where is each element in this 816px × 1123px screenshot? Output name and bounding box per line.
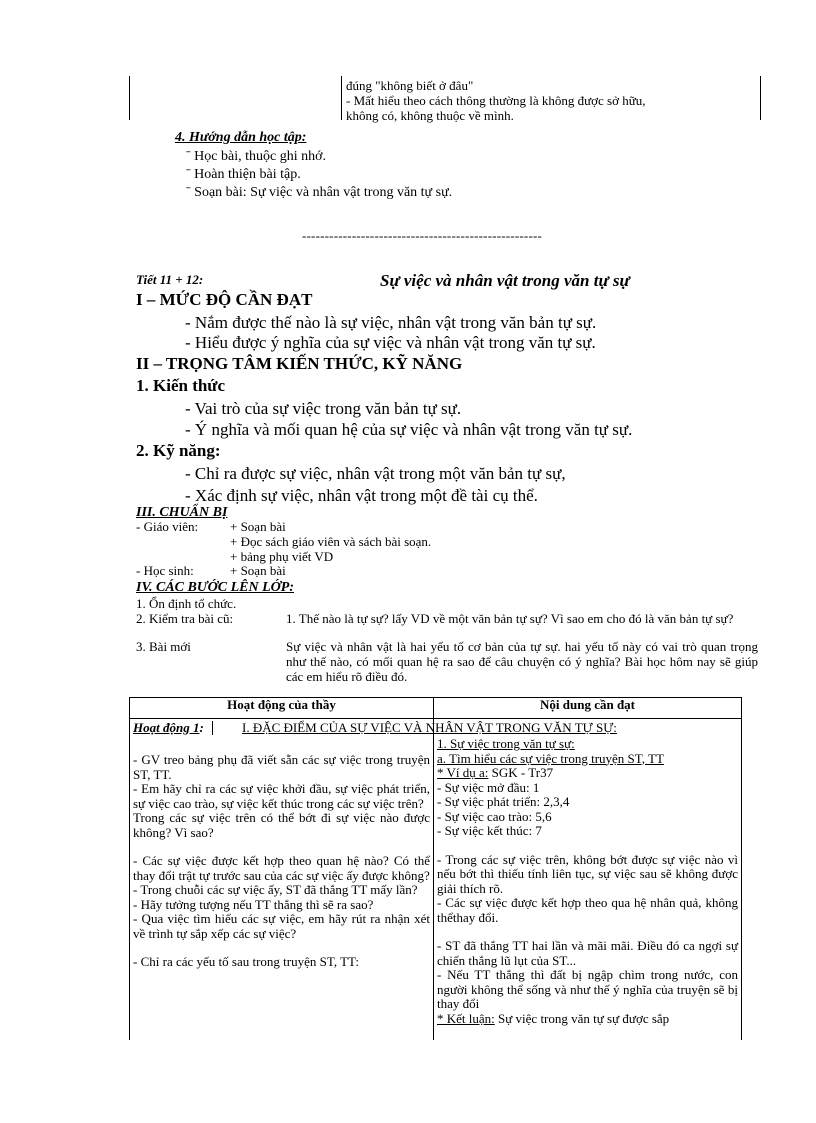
activity-row: Hoạt động 1: I. ĐẶC ĐIỂM CỦA SỰ VIỆC VÀ NHÂN VẬT TRONG VĂN TỰ SỰ:	[133, 720, 617, 735]
section1-heading: I – MỨC ĐỘ CẦN ĐẠT	[136, 290, 313, 309]
skills-list	[185, 463, 566, 507]
skills-item: - Chỉ ra được sự việc, nhân vật trong một văn bản tự sự,	[185, 464, 566, 483]
knowledge-title: 1. Kiến thức	[136, 376, 226, 395]
section1-item: - Hiểu được ý nghĩa của sự việc và nhân vật trong văn tự sự.	[185, 333, 596, 352]
skills-item: - Xác định sự việc, nhân vật trong một đề tài cụ thể.	[185, 486, 538, 505]
right-paragraph: - ST đã thắng TT hai lần và mãi mãi. Điều đó ca ngợi sự chiến thắng lũ lụt của ST...	[437, 938, 738, 968]
table-row	[130, 719, 742, 1067]
event-item: - Sự việc phát triển: 2,3,4	[437, 794, 570, 809]
guide-list	[186, 148, 452, 202]
top-table-mid-border	[341, 76, 342, 120]
lesson-label: Tiết 11 + 12:	[136, 272, 204, 287]
col-header-content: Nội dung cần đạt	[434, 698, 742, 719]
right-paragraph: - Các sự việc được kết hợp theo qua hệ nhân quả, không thểthay đổi.	[437, 895, 738, 925]
top-line-3: không có, không thuộc về mình.	[346, 108, 514, 123]
step3-label: 3. Bài mới	[136, 639, 191, 654]
top-table-right-border	[760, 76, 761, 120]
teacher-item: + Đọc sách giáo viên và sách bài soạn.	[230, 534, 432, 549]
section1-list	[185, 313, 596, 353]
page-cut-mask	[129, 1040, 743, 1123]
section2-heading: II – TRỌNG TÂM KIẾN THỨC, KỸ NĂNG	[136, 354, 463, 373]
knowledge-item: - Ý nghĩa và mối quan hệ của sự việc và nhân vật trong văn tự sự.	[185, 420, 633, 439]
skills-title: 2. Kỹ năng:	[136, 441, 221, 460]
lesson-table	[129, 697, 742, 1067]
section3-heading: III. CHUẨN BỊ	[136, 505, 228, 520]
knowledge-list	[185, 398, 632, 440]
sub-heading-1: 1. Sự việc trong văn tự sự:	[437, 736, 575, 751]
left-paragraph: - Chỉ ra các yếu tố sau trong truyện ST, TT:	[133, 954, 359, 969]
conclusion-line: * Kết luận: Sự việc trong văn tự sự được sắp	[437, 1010, 670, 1026]
teacher-item: + bảng phụ viết VD	[230, 549, 334, 564]
event-item: - Sự việc kết thúc: 7	[437, 823, 542, 838]
teacher-items	[230, 519, 431, 564]
divider: -----------------------------------------------------	[302, 228, 543, 243]
teacher-item: + Soạn bài	[230, 519, 286, 534]
left-paragraph: - GV treo bảng phụ đã viết sẵn các sự việc trong truyện ST, TT.	[133, 752, 430, 782]
right-paragraph: - Nếu TT thắng thì đất bị ngập chìm trong nước, con người không thể sống và như thế ý nghĩa của truyện sẽ bị thay đổi	[437, 967, 738, 1011]
step2-text: 1. Thế nào là tự sự? lấy VD về một văn bản tự sự? Vì sao em cho đó là văn bản tự sự?	[286, 611, 734, 626]
event-item: - Sự việc mở đầu: 1	[437, 779, 540, 795]
top-table-right-cell	[346, 78, 756, 123]
left-paragraph: - Em hãy chỉ ra các sự việc khởi đầu, sự việc phát triển, sự việc cao trào, sự việc kết thúc trong các sự việc trên?	[133, 781, 430, 811]
lesson-title: Sự việc và nhân vật trong văn tự sự	[380, 271, 630, 290]
section-title: I. ĐẶC ĐIỂM CỦA SỰ VIỆC VÀ NHÂN VẬT TRONG VĂN TỰ SỰ:	[242, 720, 617, 735]
guide-item: ˉ Soạn bài: Sự việc và nhân vật trong văn tự sự.	[186, 185, 453, 200]
left-paragraph: - Trong chuỗi các sự việc ấy, ST đã thắng TT mấy lần?	[133, 882, 418, 897]
left-paragraph: - Hãy tưởng tượng nếu TT thắng thì sẽ ra sao?	[133, 896, 374, 912]
left-paragraph: - Các sự việc được kết hợp theo quan hệ nào? Có thể thay đổi trật tự trước sau của các sự việc ấy được không?	[133, 853, 430, 883]
guide-item: ˉ Học bài, thuộc ghi nhớ.	[186, 149, 326, 164]
guide-item: ˉ Hoàn thiện bài tập.	[186, 167, 301, 182]
content-cell	[434, 719, 742, 1067]
right-paragraph: - Trong các sự việc trên, không bớt được sự việc nào vì nếu bớt thì thiếu tính liên tục, sự việc sau sẽ không được giải thích rõ.	[437, 851, 738, 896]
teacher-label: - Giáo viên:	[136, 519, 199, 534]
top-table-left-border	[129, 76, 130, 120]
top-line-2: - Mất hiểu theo cách thông thường là không được sở hữu,	[346, 93, 646, 108]
knowledge-item: - Vai trò của sự việc trong văn bản tự sự.	[185, 399, 462, 418]
activity-tick	[212, 721, 213, 735]
step2-label: 2. Kiểm tra bài cũ:	[136, 611, 234, 626]
example-line: * Ví dụ a: SGK - Tr37	[437, 765, 554, 780]
top-line-1: đúng "không biết ở đâu"	[346, 78, 474, 93]
step1: 1. Ổn định tổ chức.	[136, 596, 237, 611]
col-header-teacher: Hoạt động của thầy	[130, 698, 434, 719]
step3-text: Sự việc và nhân vật là hai yếu tố cơ bản của tự sự. hai yếu tố này có vai trò quan trọng như thế nào, có mối quan hệ ra sao để câu chuyện có ý nghĩa? Bài học hôm nay sẽ giúp các em hiểu rõ điều đó.	[286, 639, 758, 684]
activity-label: Hoạt động 1	[133, 720, 200, 735]
student-item: + Soạn bài	[230, 563, 286, 578]
guide-title: 4. Hướng dẫn học tập:	[175, 130, 307, 145]
student-label: - Học sinh:	[136, 563, 194, 578]
left-paragraph: - Qua việc tìm hiểu các sự việc, em hãy rút ra nhận xét về trình tự sắp xếp các sự việc?	[133, 911, 430, 941]
event-item: - Sự việc cao trào: 5,6	[437, 808, 552, 824]
table-header-row	[130, 698, 742, 719]
section1-item: - Nắm được thế nào là sự việc, nhân vật trong văn bản tự sự.	[185, 313, 597, 332]
left-paragraph: Trong các sự việc trên có thể bớt đi sự việc nào được không? Vì sao?	[133, 810, 430, 840]
sub-heading-1a: a. Tìm hiểu các sự việc trong truyện ST, TT	[437, 750, 664, 766]
section4-heading: IV. CÁC BƯỚC LÊN LỚP:	[136, 580, 295, 595]
